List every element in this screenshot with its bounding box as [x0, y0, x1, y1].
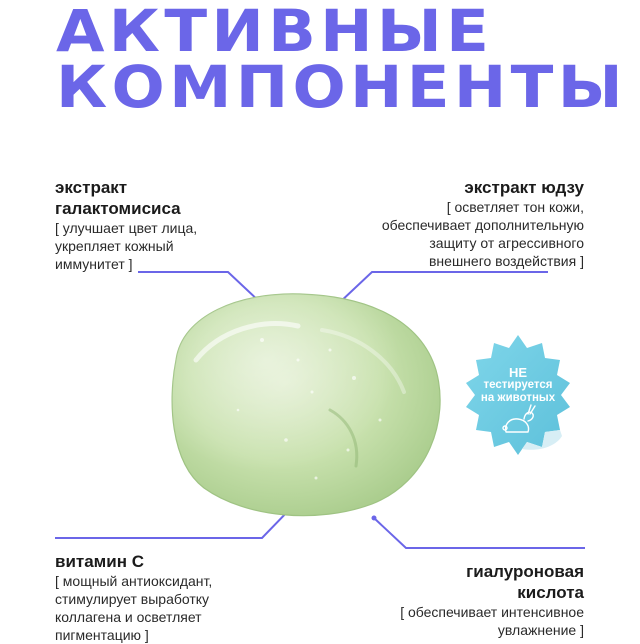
component-name: экстракт юдзу [464, 178, 584, 197]
component-desc: внешнего воздействия ] [428, 253, 584, 269]
component-name: гиалуроновая [466, 562, 584, 581]
component-desc: иммунитет ] [55, 256, 133, 272]
gel-drop [172, 294, 440, 516]
component-desc: стимулирует выработку [55, 591, 210, 607]
badge-line-2: тестируется [483, 379, 553, 391]
badge-text [466, 366, 570, 405]
connector-dot [372, 516, 377, 521]
component-vitamin-c [55, 551, 275, 644]
component-name: экстракт [55, 178, 128, 197]
connector-bottom-right [374, 518, 585, 548]
component-galactomyces [55, 177, 275, 273]
component-desc: защиту от агрессивного [429, 235, 584, 251]
component-desc: пигментацию ] [55, 627, 149, 643]
component-desc: [ обеспечивает интенсивное [400, 604, 584, 620]
title-line-2: КОМПОНЕНТЫ [56, 53, 627, 121]
component-desc: увлажнение ] [497, 622, 584, 638]
component-name: кислота [517, 583, 584, 602]
component-desc: [ улучшает цвет лица, [55, 220, 198, 236]
connector-bottom-left [55, 507, 292, 538]
component-hyaluronic-acid [324, 561, 584, 639]
component-name: галактомисиса [55, 199, 181, 218]
component-desc: [ осветляет тон кожи, [446, 199, 584, 215]
component-desc: [ мощный антиоксидант, [55, 573, 213, 589]
title-line-1: АКТИВНЫЕ [56, 0, 494, 65]
badge-line-1: НЕ [508, 365, 528, 380]
component-desc: обеспечивает дополнительную [381, 217, 584, 233]
component-yuzu [334, 177, 584, 270]
badge-line-3: на животных [480, 392, 556, 404]
connector-top-right [338, 272, 548, 304]
component-name: витамин С [55, 552, 144, 571]
component-desc: коллагена и осветляет [55, 609, 202, 625]
component-desc: укрепляет кожный [55, 238, 174, 254]
connector-top-left [138, 272, 262, 304]
